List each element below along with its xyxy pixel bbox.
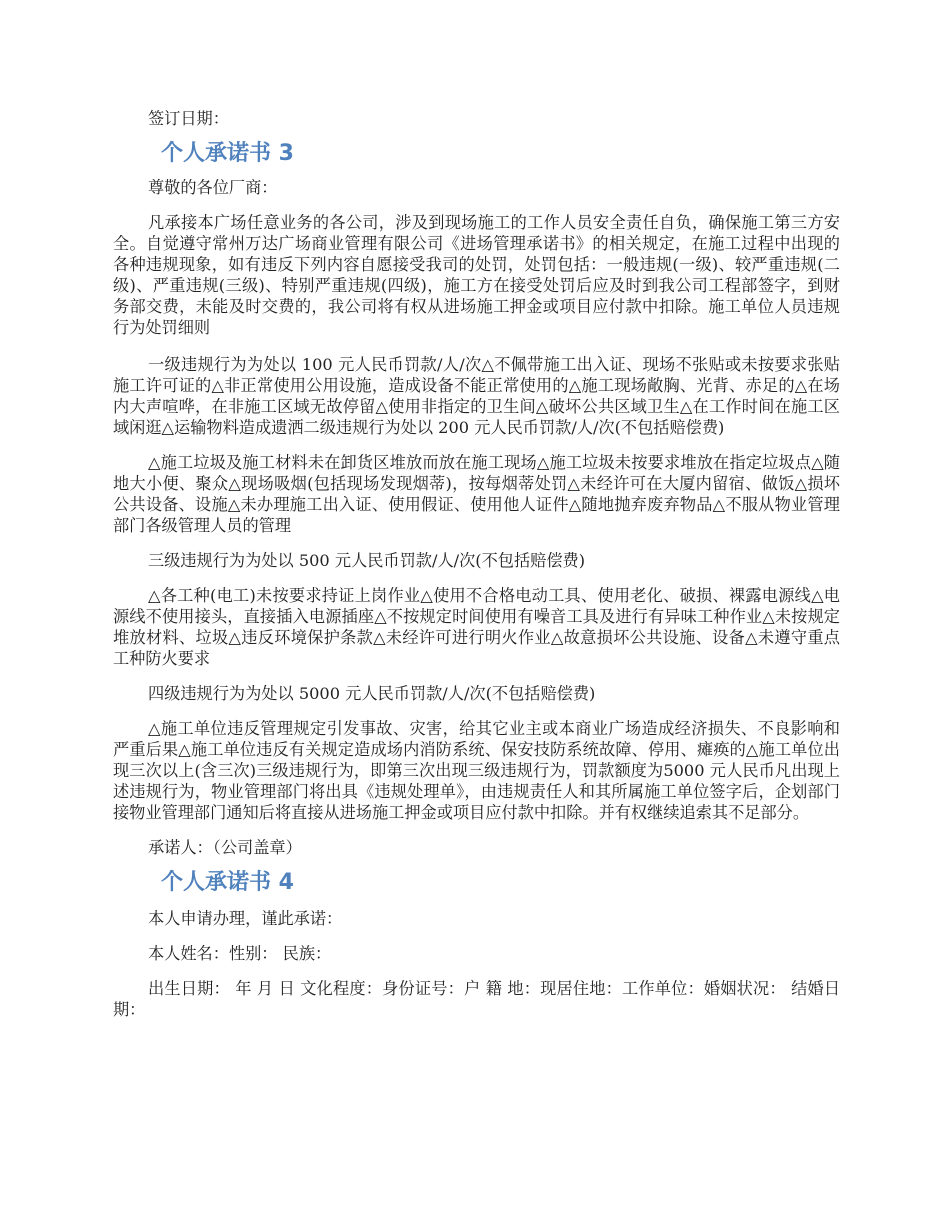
level4-paragraph: △施工单位违反管理规定引发事故、灾害，给其它业主或本商业广场造成经济损失、不良影响和严重后果△施工单位违反有关规定造成场内消防系统、保安技防系统故障、停用、瘫痪的△施工单位出现三次以上(含三次)三级违规行为，即第三次出现三级违规行为，罚款额度为5000 元人民币凡出现上述违规行为，物业管理部门将出具《违规处理单》，由违规责任人和其所属施工单位签字后，企划部门接物业管理部门通知后将直接从进场施工押金或项目应付款中扣除。并有权继续追索其不足部分。 bbox=[113, 719, 840, 822]
intro-paragraph: 凡承接本广场任意业务的各公司，涉及到现场施工的工作人员安全责任自负，确保施工第三方安全。自觉遵守常州万达广场商业管理有限公司《进场管理承诺书》的相关规定，在施工过程中出现的各种违规现象，如有违反下列内容自愿接受我司的处罚，处罚包括：一般违规(一级)、较严重违规(二级)、严重违规(三级)、特别严重违规(四级)，施工方在接受处罚后应及时到我公司工程部签字，到财务部交费，未能及时交费的，我公司将有权从进场施工押金或项目应付款中扣除。施工单位人员违规行为处罚细则 bbox=[113, 213, 840, 337]
level3-paragraph: △各工种(电工)未按要求持证上岗作业△使用不合格电动工具、使用老化、破损、裸露电源线△电源线不使用接头，直接插入电源插座△不按规定时间使用有噪音工具及进行有异味工种作业△未按规定堆放材料、垃圾△违反环境保护条款△未经许可进行明火作业△故意损坏公共设施、设备△未遵守重点工种防火要求 bbox=[113, 586, 840, 668]
birth-fields-paragraph: 出生日期： 年 月 日 文化程度：身份证号：户 籍 地：现居住地：工作单位：婚姻状况： 结婚日期： bbox=[113, 979, 841, 1019]
sign-date-line: 签订日期： bbox=[148, 109, 229, 128]
name-fields-line: 本人姓名：性别： 民族： bbox=[148, 944, 332, 963]
heading-promise-3: 个人承诺书 3 bbox=[161, 141, 294, 166]
promisor-line: 承诺人：（公司盖章） bbox=[148, 838, 302, 857]
level3-title-paragraph: 三级违规行为为处以 500 元人民币罚款/人/次(不包括赔偿费) bbox=[148, 551, 586, 570]
greeting-paragraph: 尊敬的各位厂商： bbox=[148, 178, 278, 197]
apply-paragraph: 本人申请办理，谨此承诺： bbox=[148, 909, 343, 928]
level1-paragraph: 一级违规行为为处以 100 元人民币罚款/人/次△不佩带施工出入证、现场不张贴或未按要求张贴施工许可证的△非正常使用公用设施，造成设备不能正常使用的△施工现场敞胸、光背、赤足的△在场内大声喧哗，在非施工区域无故停留△使用非指定的卫生间△破坏公共区域卫生△在工作时间在施工区域闲逛△运输物料造成遗洒二级违规行为处以 200 元人民币罚款/人/次(不包括赔偿费) bbox=[113, 355, 840, 437]
level4-title-paragraph: 四级违规行为为处以 5000 元人民币罚款/人/次(不包括赔偿费) bbox=[148, 684, 596, 703]
level2-paragraph: △施工垃圾及施工材料未在卸货区堆放而放在施工现场△施工垃圾未按要求堆放在指定垃圾点△随地大小便、聚众△现场吸烟(包括现场发现烟蒂)，按每烟蒂处罚△未经许可在大厦内留宿、做饭△损坏公共设备、设施△未办理施工出入证、使用假证、使用他人证件△随地抛弃废弃物品△不服从物业管理部门各级管理人员的管理 bbox=[113, 453, 840, 535]
document-page bbox=[113, 108, 840, 1020]
heading-promise-4: 个人承诺书 4 bbox=[161, 870, 294, 895]
